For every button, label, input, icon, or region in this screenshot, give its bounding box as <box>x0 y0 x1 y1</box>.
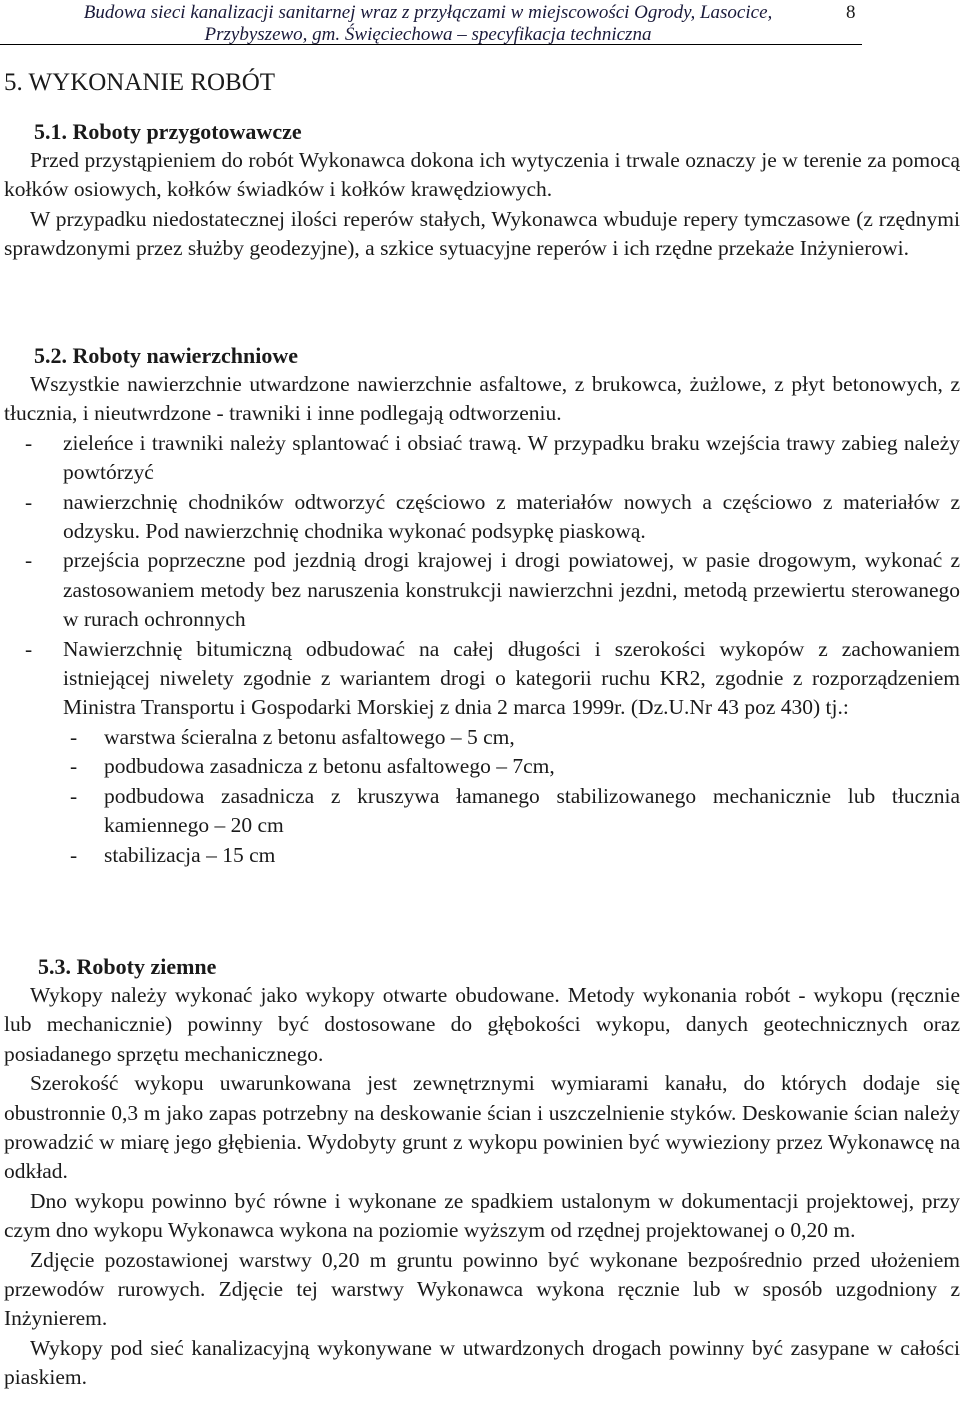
list-item <box>4 546 960 634</box>
sub-list-item <box>4 723 960 752</box>
header-title <box>28 2 828 46</box>
sub-list-item-text: warstwa ścieralna z betonu asfaltowego – 5 cm, <box>104 724 515 749</box>
section-5-3-paragraph: Wykopy należy wykonać jako wykopy otwarte obudowane. Metody wykonania robót - wykopu (ręcznie lub mechanicznie) powinny być dostosowane do głębokości wykopu, danych geotechnicznych oraz posiadanego sprzętu mechanicznego. <box>4 983 960 1066</box>
list-item-text: Nawierzchnię bitumiczną odbudować na całej długości i szerokości wykopów z zachowaniem istniejącej niwelety zgodnie z wariantem drogi o kategorii ruchu KR2, zgodnie z rozporządzeniem Ministra Transportu i Gospodarki Morskiej z dnia 2 marca 1999r. (Dz.U.Nr 43 poz 430) tj.: <box>63 636 960 720</box>
list-item-text: zieleńce i trawniki należy splantować i obsiać trawą. W przypadku braku wzejścia trawy zabieg należy powtórzyć <box>63 430 960 485</box>
section-5-3-paragraph: Dno wykopu powinno być równe i wykonane ze spadkiem ustalonym w dokumentacji projektowej, przy czym dno wykopu Wykonawca wykona na poziomie wyższym od rzędnej projektowanej o 0,20 m. <box>4 1188 960 1243</box>
section-5-1-paragraph: Przed przystąpieniem do robót Wykonawca dokona ich wytyczenia i trwale oznaczy je w terenie za pomocą kołków osiowych, kołków świadków i kołków krawędziowych. <box>4 148 960 202</box>
list-dash: - <box>70 754 78 779</box>
section-5-3-paragraph: Zdjęcie pozostawionej warstwy 0,20 m gruntu powinno być wykonane bezpośrednio przed ułożeniem przewodów rurowych. Zdjęcie tej warstwy Wykonawca wykona ręcznie lub w sposób uzgodniony z Inżynierem. <box>4 1247 960 1331</box>
section-5-2-paragraph: Wszystkie nawierzchnie utwardzone nawierzchnie asfaltowe, z brukowca, żużlowe, z płyt betonowych, z tłucznia, i nieutwrdzone - trawniki i inne podlegają odtworzeniu. <box>4 372 960 426</box>
list-item <box>4 429 960 488</box>
list-item <box>4 488 960 547</box>
list-dash: - <box>70 783 78 808</box>
sub-list-item-text: podbudowa zasadnicza z kruszywa łamanego stabilizowanego mechanicznie lub tłucznia kamiennego – 20 cm <box>104 783 960 838</box>
sub-list-item <box>4 752 960 781</box>
list-item <box>4 635 960 723</box>
section-5-1-heading: 5.1. Roboty przygotowawcze <box>34 119 302 144</box>
section-5-3-paragraph: Wykopy pod sieć kanalizacyjną wykonywane w utwardzonych drogach powinny być zasypane w całości piaskiem. <box>4 1335 960 1390</box>
section-5-3 <box>4 952 960 1393</box>
list-dash: - <box>25 489 33 514</box>
list-dash: - <box>25 430 33 455</box>
sub-list-item <box>4 841 960 870</box>
sub-list-item-text: podbudowa zasadnicza z betonu asfaltowego – 7cm, <box>104 754 555 779</box>
header-title-line2: Przybyszewo, gm. Święciechowa – specyfikacja techniczna <box>204 24 652 45</box>
sub-list-item-text: stabilizacja – 15 cm <box>104 842 276 867</box>
section-5-3-paragraph: Szerokość wykopu uwarunkowana jest zewnętrznymi wymiarami kanału, do których dodaje się obustronnie 0,3 m jako zapas potrzebny na deskowanie ścian i uszczelnienie styków. Deskowanie ścian należy prowadzić w miarę jego głębienia. Wydobyty grunt z wykopu powinien być wywieziony przez Wykonawcę na odkład. <box>4 1071 960 1184</box>
list-dash: - <box>70 842 78 867</box>
list-item-text: nawierzchnię chodników odtworzyć częściowo z materiałów nowych a częściowo z materiałów z odzysku. Pod nawierzchnię chodnika wykonać podsypkę piaskową. <box>63 489 960 544</box>
section-5-1-paragraph: W przypadku niedostatecznej ilości reperów stałych, Wykonawca wbuduje repery tymczasowe (z rzędnymi sprawdzonymi przez służby geodezyjne), a szkice sytuacyjne reperów i ich rzędne przekaże Inżynierowi. <box>4 206 960 261</box>
section-5-2-heading: 5.2. Roboty nawierzchniowe <box>34 343 298 368</box>
section-5-2 <box>4 341 960 870</box>
list-dash: - <box>25 548 33 573</box>
header-title-line1: Budowa sieci kanalizacji sanitarnej wraz z przyłączami w miejscowości Ogrody, Lasocice, <box>83 2 773 23</box>
section-5-1 <box>4 117 960 264</box>
sub-list-item <box>4 782 960 841</box>
list-dash: - <box>25 636 33 661</box>
section-5-3-heading: 5.3. Roboty ziemne <box>38 954 217 979</box>
list-dash: - <box>70 724 78 749</box>
page-number: 8 <box>846 2 856 23</box>
list-item-text: przejścia poprzeczne pod jezdnią drogi krajowej i drogi powiatowej, w pasie drogowym, wykonać z zastosowaniem metody bez naruszenia konstrukcji nawierzchni jezdni, metodą przewiertu sterowanego w rurach ochronnych <box>63 548 960 632</box>
chapter-title: 5. WYKONANIE ROBÓT <box>4 69 276 96</box>
page-header <box>0 0 862 45</box>
